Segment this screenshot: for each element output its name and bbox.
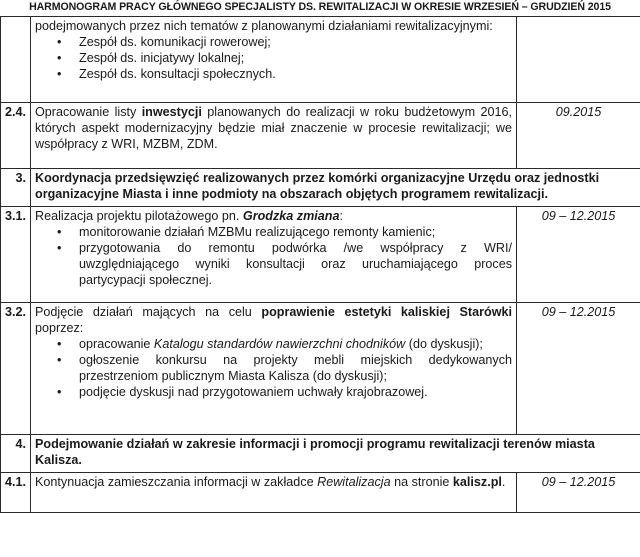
emphasis-text-run: Rewitalizacja (317, 475, 391, 489)
table-row (1, 207, 640, 303)
row-intro-text (35, 304, 512, 336)
row-date: 09 – 12.2015 (517, 207, 640, 303)
row-description (31, 103, 517, 169)
bullet-list (35, 34, 512, 82)
text-run: poprzez: (35, 321, 84, 335)
list-item: • ogłoszenie konkursu na projekty mebli miejskich dedykowanych przestrzeniom publicznym Miasta Kalisza (do dyskusji); (79, 352, 512, 384)
text-run: Opracowanie listy (35, 105, 142, 119)
list-item: • Zespół ds. konsultacji społecznych. (79, 66, 512, 82)
section-row (1, 435, 640, 473)
list-item: • Zespół ds. inicjatywy lokalnej; (79, 50, 512, 66)
text-run: (do dyskusji); (405, 337, 483, 351)
text-run: na stronie (390, 475, 453, 489)
emphasis-text-run: Katalogu standardów nawierzchni chodników (153, 337, 406, 351)
list-item: • monitorowanie działań MZBMu realizującego remonty kamienic; (79, 224, 512, 240)
row-date: 09.2015 (517, 103, 640, 169)
row-description (31, 303, 517, 435)
row-number (1, 17, 31, 103)
row-date (517, 17, 640, 103)
document-title: HARMONOGRAM PRACY GŁÓWNEGO SPECJALISTY DS. REWITALIZACJI W OKRESIE WRZESIEŃ – GRUDZIEŃ 2015 (29, 1, 611, 13)
text-run: : (339, 209, 344, 223)
row-number: 3.2. (1, 303, 31, 435)
section-title: Podejmowanie działań w zakresie informacji i promocji programu rewitalizacji terenów miasta Kalisza. (31, 435, 640, 473)
section-number: 3. (1, 169, 31, 207)
list-item: • przygotowania do remontu podwórka /we współpracy z WRI/ uwzględniającego wyniki konsultacji oraz uruchamiającego proces partycypacji społecznej. (79, 240, 512, 288)
text-run: . (501, 475, 506, 489)
row-description (31, 207, 517, 303)
text-run: opracowanie (79, 337, 154, 351)
emphasis-text-run: Grodzka zmiana (242, 209, 340, 223)
bold-text-run: inwestycji (141, 105, 202, 119)
list-item (79, 336, 512, 352)
text-run: Realizacja projektu pilotażowego pn. (35, 209, 243, 223)
row-description (31, 17, 517, 103)
section-title: Koordynacja przedsięwzięć realizowanych przez komórki organizacyjne Urzędu oraz jednostki organizacyjne Miasta i inne podmioty na obszarach objętych programem rewitalizacji. (31, 169, 640, 207)
bold-text-run: poprawienie estetyki kaliskiej Starówki (261, 305, 513, 319)
section-row (1, 169, 640, 207)
row-number: 3.1. (1, 207, 31, 303)
row-description (31, 473, 517, 513)
table-row (1, 473, 640, 513)
bullet-list (35, 224, 512, 288)
table-row (1, 303, 640, 435)
row-intro-text: podejmowanych przez nich tematów z planowanymi działaniami rewitalizacyjnymi: (35, 19, 493, 33)
bullet-list (35, 336, 512, 400)
table-row (1, 103, 640, 169)
bold-text-run: kalisz.pl (452, 475, 502, 489)
row-intro-text (35, 208, 512, 224)
row-number: 4.1. (1, 473, 31, 513)
section-number: 4. (1, 435, 31, 473)
text-run: planowanych do realizacji w roku budżetowym 2016, których aspekt modernizacyjny będzie miał znaczenie w procesie rewitalizacji; we współpracy z WRI, MZBM, ZDM. (35, 105, 512, 151)
schedule-table (0, 16, 640, 513)
row-date: 09 – 12.2015 (517, 303, 640, 435)
table-row (1, 17, 640, 103)
row-number: 2.4. (1, 103, 31, 169)
row-date: 09 – 12.2015 (517, 473, 640, 513)
text-run: Kontynuacja zamieszczania informacji w zakładce (35, 475, 318, 489)
list-item: • podjęcie dyskusji nad przygotowaniem uchwały krajobrazowej. (79, 384, 512, 400)
list-item: • Zespół ds. komunikacji rowerowej; (79, 34, 512, 50)
text-run: Podjęcie działań mających na celu (35, 305, 262, 319)
